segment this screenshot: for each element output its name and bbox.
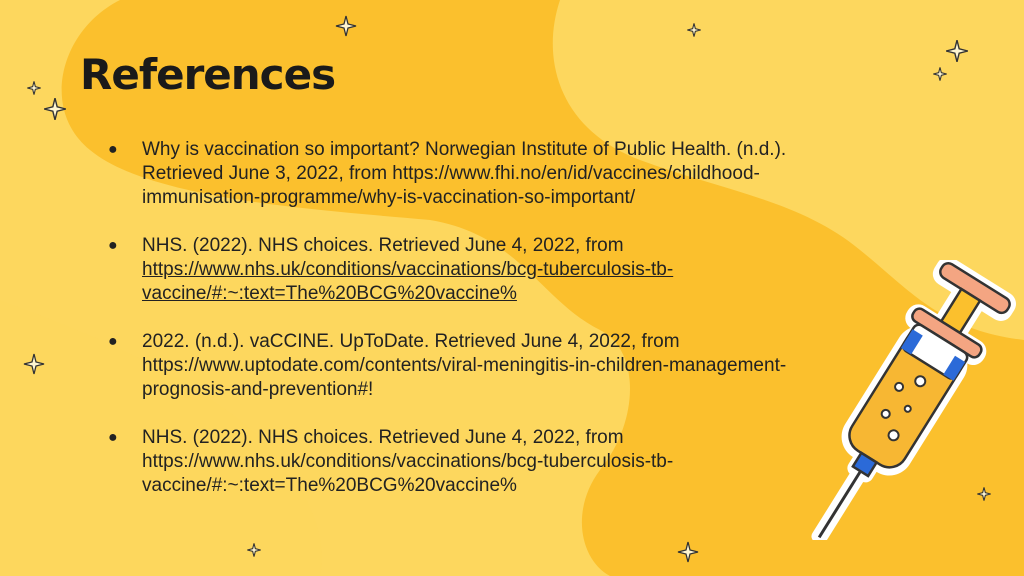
bullet-icon: ● xyxy=(108,141,118,158)
sparkle-icon xyxy=(246,542,262,558)
reference-text xyxy=(142,234,828,306)
reference-item xyxy=(108,234,828,306)
bullet-icon: ● xyxy=(108,333,118,350)
syringe-icon xyxy=(790,260,1020,540)
bullet-icon: ● xyxy=(108,429,118,446)
sparkle-icon xyxy=(944,38,970,64)
sparkle-icon xyxy=(334,14,358,38)
sparkle-icon xyxy=(26,80,42,96)
reference-item xyxy=(108,426,828,498)
sparkle-icon xyxy=(932,66,948,82)
reference-prefix: NHS. (2022). NHS choices. Retrieved June 4, 2022, from xyxy=(142,235,624,256)
sparkle-icon xyxy=(42,96,68,122)
reference-text: NHS. (2022). NHS choices. Retrieved June 4, 2022, from https://www.nhs.uk/conditions/vaccinations/bcg-tuberculosis-tb-vaccine/#:~:text=The%20BCG%20vaccine% xyxy=(142,427,674,496)
reference-item xyxy=(108,138,828,210)
reference-text: 2022. (n.d.). vaCCINE. UpToDate. Retrieved June 4, 2022, from https://www.uptodate.com/contents/viral-meningitis-in-children-management-prognosis-and-prevention#! xyxy=(142,331,787,400)
sparkle-icon xyxy=(676,540,700,564)
reference-item xyxy=(108,330,828,402)
sparkle-icon xyxy=(22,352,46,376)
page-title: References xyxy=(80,50,336,99)
sparkle-icon xyxy=(686,22,702,38)
reference-list xyxy=(108,138,828,522)
reference-link[interactable]: https://www.nhs.uk/conditions/vaccinations/bcg-tuberculosis-tb-vaccine/#:~:text=The%20BCG%20vaccine% xyxy=(142,259,674,304)
reference-text: Why is vaccination so important? Norwegian Institute of Public Health. (n.d.). Retrieved June 3, 2022, from https://www.fhi.no/en/id/vaccines/childhood-immunisation-programme/why-is-vaccination-so-important/ xyxy=(142,139,787,208)
bullet-icon: ● xyxy=(108,237,118,254)
